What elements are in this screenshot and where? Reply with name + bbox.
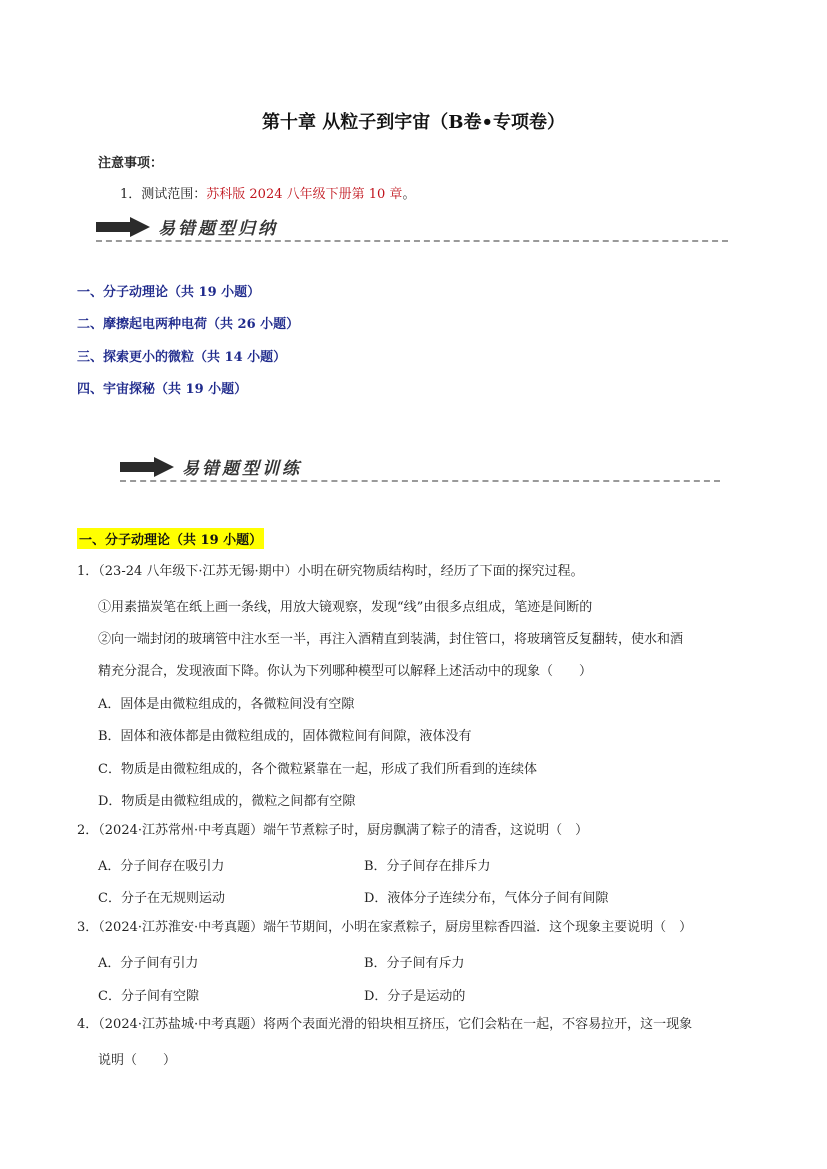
question-1-step-2b: 精充分混合，发现液面下降。你认为下列哪种模型可以解释上述活动中的现象（ ）: [98, 664, 593, 679]
banner-divider: [120, 480, 720, 482]
question-1-option-b[interactable]: B．固体和液体都是由微粒组成的，固体微粒间有间隙，液体没有: [98, 729, 472, 744]
question-1-step-1: ①用素描炭笔在纸上画一条线，用放大镜观察，发现“线”由很多点组成，笔迹是间断的: [98, 600, 593, 615]
question-1-option-d[interactable]: D．物质是由微粒组成的，微粒之间都有空隙: [98, 794, 356, 809]
question-3-option-b[interactable]: B．分子间有斥力: [364, 956, 465, 971]
question-2-option-c[interactable]: C．分子在无规则运动: [98, 891, 225, 906]
toc-item-2[interactable]: 二、摩擦起电两种电荷（共 26 小题）: [77, 317, 300, 332]
question-3-option-c[interactable]: C．分子间有空隙: [98, 989, 199, 1004]
question-3-stem: 3．（2024·江苏淮安·中考真题）端午节期间，小明在家煮粽子，厨房里粽香四溢．这个现象主要说明（ ）: [77, 920, 693, 935]
notice-item-scope: 苏科版 2024 八年级下册第 10 章: [206, 187, 403, 202]
toc-item-3[interactable]: 三、探索更小的微粒（共 14 小题）: [77, 350, 287, 365]
toc-item-4[interactable]: 四、宇宙探秘（共 19 小题）: [77, 382, 248, 397]
question-3-option-a[interactable]: A．分子间有引力: [98, 956, 199, 971]
page-title: 第十章 从粒子到宇宙（B卷•专项卷）: [262, 112, 565, 133]
arrow-icon: [120, 457, 174, 477]
question-1-option-c[interactable]: C．物质是由微粒组成的，各个微粒紧靠在一起，形成了我们所看到的连续体: [98, 762, 537, 777]
question-1-option-a[interactable]: A．固体是由微粒组成的，各微粒间没有空隙: [98, 697, 355, 712]
arrow-icon: [96, 217, 150, 237]
question-3-option-d[interactable]: D．分子是运动的: [364, 989, 466, 1004]
question-2-option-b[interactable]: B．分子间存在排斥力: [364, 859, 491, 874]
question-4-stem: 4．（2024·江苏盐城·中考真题）将两个表面光滑的铅块相互挤压，它们会粘在一起，不容易拉开，这一现象: [77, 1017, 693, 1032]
section-heading: 一、分子动理论（共 19 小题）: [77, 528, 264, 549]
notice-item: [120, 183, 415, 202]
section-banner-training: [120, 450, 720, 484]
section-banner-summary: [96, 210, 728, 244]
question-2-stem: 2．（2024·江苏常州·中考真题）端午节煮粽子时，厨房飘满了粽子的清香，这说明（ ）: [77, 823, 589, 838]
banner-label: 易错题型训练: [182, 459, 302, 479]
notice-item-suffix: 。: [402, 187, 416, 202]
toc-item-1[interactable]: 一、分子动理论（共 19 小题）: [77, 285, 261, 300]
question-1-stem: 1．（23-24 八年级下·江苏无锡·期中）小明在研究物质结构时，经历了下面的探究过程。: [77, 564, 584, 579]
banner-label: 易错题型归纳: [158, 219, 278, 239]
banner-divider: [96, 240, 728, 242]
question-2-option-d[interactable]: D．液体分子连续分布，气体分子间有间隙: [364, 891, 609, 906]
question-1-step-2a: ②向一端封闭的玻璃管中注水至一半，再注入酒精直到装满，封住管口，将玻璃管反复翻转，使水和酒: [98, 632, 684, 647]
question-4-stem-cont: 说明（ ）: [98, 1053, 177, 1068]
notice-item-prefix: 1．测试范围：: [120, 187, 207, 202]
question-2-option-a[interactable]: A．分子间存在吸引力: [98, 859, 225, 874]
notice-heading: 注意事项：: [98, 156, 164, 171]
